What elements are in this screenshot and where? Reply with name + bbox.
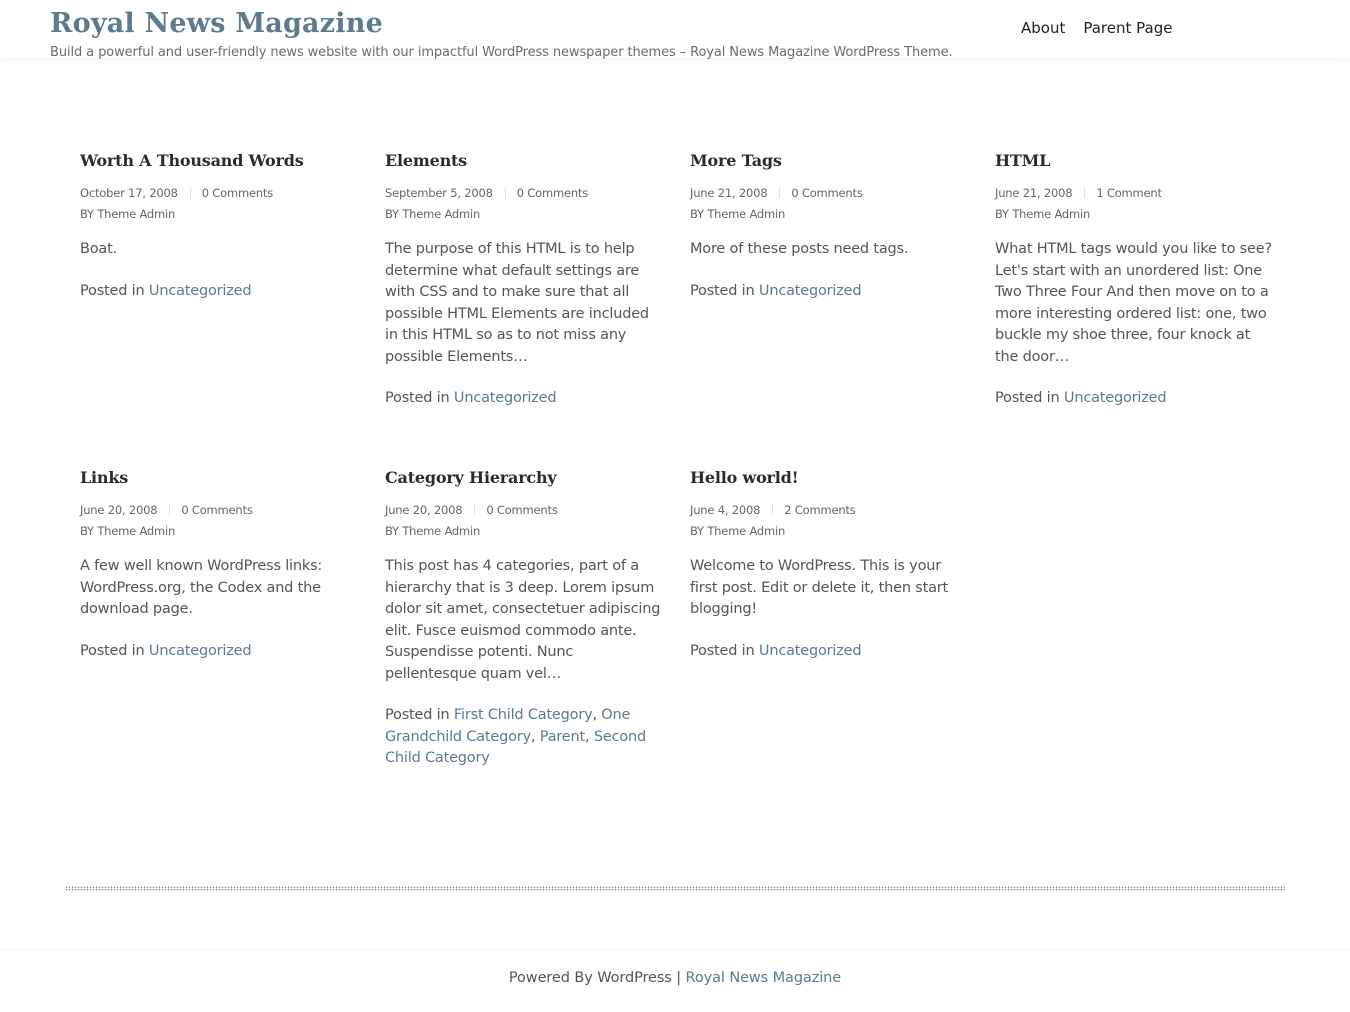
- post-comments-link[interactable]: 0 Comments: [201, 186, 274, 200]
- post-comments-link[interactable]: 1 Comment: [1096, 186, 1162, 200]
- posted-in-label: Posted in: [690, 642, 755, 659]
- post-categories: [995, 388, 1275, 410]
- site-description: Build a powerful and user-friendly news website with our impactful WordPress newspaper themes – Royal News Magazine WordPress Theme.: [50, 45, 953, 60]
- nav-item-about[interactable]: About: [1021, 19, 1066, 37]
- post-date[interactable]: September 5, 2008: [385, 186, 493, 200]
- posted-in-label: Posted in: [80, 282, 145, 299]
- post-author[interactable]: BY Theme Admin: [80, 207, 176, 221]
- post-comments-link[interactable]: 0 Comments: [516, 186, 589, 200]
- post-meta: [690, 183, 970, 225]
- post-card: [80, 151, 360, 302]
- category-link[interactable]: Second Child Category: [385, 728, 646, 766]
- post-excerpt: Welcome to WordPress. This is your first post. Edit or delete it, then start blogging!: [690, 558, 948, 617]
- post-date[interactable]: June 20, 2008: [385, 503, 463, 517]
- post-categories: Posted in First Child Category, One Grandchild Category, Parent, Second Child Category: [385, 707, 646, 766]
- post-comments-link[interactable]: 2 Comments: [784, 503, 856, 517]
- category-link[interactable]: One Grandchild Category: [385, 707, 631, 745]
- post-date[interactable]: June 21, 2008: [995, 186, 1073, 200]
- post-card: [80, 468, 360, 662]
- dotted-divider: [65, 886, 1285, 891]
- post-card: [995, 151, 1275, 410]
- category-link[interactable]: Uncategorized: [453, 390, 557, 406]
- posted-in-label: Posted in: [690, 282, 755, 299]
- posted-in-label: Posted in: [80, 642, 145, 659]
- posted-in-label: Posted in: [995, 390, 1060, 406]
- posted-in-label: Posted in: [385, 707, 450, 723]
- post-comments-link[interactable]: 0 Comments: [486, 503, 558, 517]
- meta-separator: [169, 505, 170, 515]
- post-title[interactable]: Worth A Thousand Words: [80, 151, 304, 170]
- post-comments-link[interactable]: 0 Comments: [181, 503, 253, 517]
- main-navigation: [1021, 19, 1172, 37]
- post-date[interactable]: June 20, 2008: [80, 503, 158, 517]
- post-title[interactable]: Links: [80, 468, 129, 487]
- nav-item-parent-page[interactable]: Parent Page: [1083, 19, 1173, 37]
- post-title[interactable]: Hello world!: [690, 468, 799, 487]
- category-link[interactable]: Parent: [539, 728, 585, 745]
- meta-separator: [779, 188, 780, 198]
- category-link[interactable]: Uncategorized: [148, 282, 252, 299]
- post-meta: [690, 500, 970, 542]
- category-link[interactable]: Uncategorized: [758, 642, 862, 659]
- post-excerpt: More of these posts need tags.: [690, 241, 909, 257]
- post-excerpt: The purpose of this HTML is to help determine what default settings are with CSS and to make sure that all possible HTML Elements are included in this HTML so as to not miss any possible Elements…: [385, 241, 649, 365]
- post-excerpt: This post has 4 categories, part of a hierarchy that is 3 deep. Lorem ipsum dolor sit amet, consectetuer adipiscing elit. Fusce euismod commodo ante. Suspendisse potenti. Nunc pellentesque quam vel…: [385, 558, 661, 682]
- site-title[interactable]: Royal News Magazine: [50, 8, 383, 39]
- theme-link[interactable]: Royal News Magazine: [685, 970, 842, 986]
- post-categories: [690, 281, 970, 303]
- post-author[interactable]: BY Theme Admin: [385, 207, 481, 221]
- post-author[interactable]: BY Theme Admin: [80, 524, 176, 538]
- meta-separator: [190, 188, 191, 198]
- post-author[interactable]: BY Theme Admin: [995, 207, 1091, 221]
- post-meta: [385, 500, 665, 542]
- posted-in-label: Posted in: [385, 390, 450, 406]
- post-categories: [690, 641, 970, 663]
- post-author[interactable]: BY Theme Admin: [385, 524, 481, 538]
- meta-separator: [505, 188, 506, 198]
- meta-separator: [1084, 188, 1085, 198]
- footer-border: [0, 949, 1350, 950]
- post-title[interactable]: More Tags: [690, 151, 782, 170]
- post-excerpt: What HTML tags would you like to see? Let's start with an unordered list: One Two Three Four And then move on to a more interesting ordered list: one, two buckle my shoe three, four knock at the door…: [995, 241, 1272, 365]
- post-date[interactable]: October 17, 2008: [80, 186, 178, 200]
- powered-by-text: Powered By WordPress |: [508, 970, 686, 986]
- post-categories: [80, 281, 360, 303]
- post-card: [385, 151, 665, 410]
- post-author[interactable]: BY Theme Admin: [690, 524, 786, 538]
- post-meta: [80, 183, 360, 225]
- post-excerpt: A few well known WordPress links: WordPress.org, the Codex and the download page.: [80, 558, 323, 617]
- post-card: [385, 468, 665, 770]
- post-comments-link[interactable]: 0 Comments: [791, 186, 863, 200]
- site-header: [0, 0, 1350, 58]
- post-author[interactable]: BY Theme Admin: [690, 207, 786, 221]
- post-title[interactable]: HTML: [995, 151, 1051, 170]
- meta-separator: [474, 505, 475, 515]
- category-link[interactable]: Uncategorized: [1063, 390, 1167, 406]
- meta-separator: [772, 505, 773, 515]
- post-date[interactable]: June 21, 2008: [690, 186, 768, 200]
- post-title[interactable]: Category Hierarchy: [385, 468, 557, 487]
- post-card: [690, 468, 970, 662]
- category-link[interactable]: Uncategorized: [148, 642, 252, 659]
- site-footer: [0, 970, 1350, 986]
- post-date[interactable]: June 4, 2008: [690, 503, 761, 517]
- category-link[interactable]: First Child Category: [453, 707, 593, 723]
- post-excerpt: Boat.: [80, 241, 117, 257]
- post-title[interactable]: Elements: [385, 151, 467, 170]
- post-categories: [80, 641, 360, 663]
- post-meta: [385, 183, 665, 225]
- post-meta: [995, 183, 1275, 225]
- post-categories: [385, 388, 665, 410]
- post-meta: [80, 500, 360, 542]
- post-card: [690, 151, 970, 302]
- category-link[interactable]: Uncategorized: [758, 282, 862, 299]
